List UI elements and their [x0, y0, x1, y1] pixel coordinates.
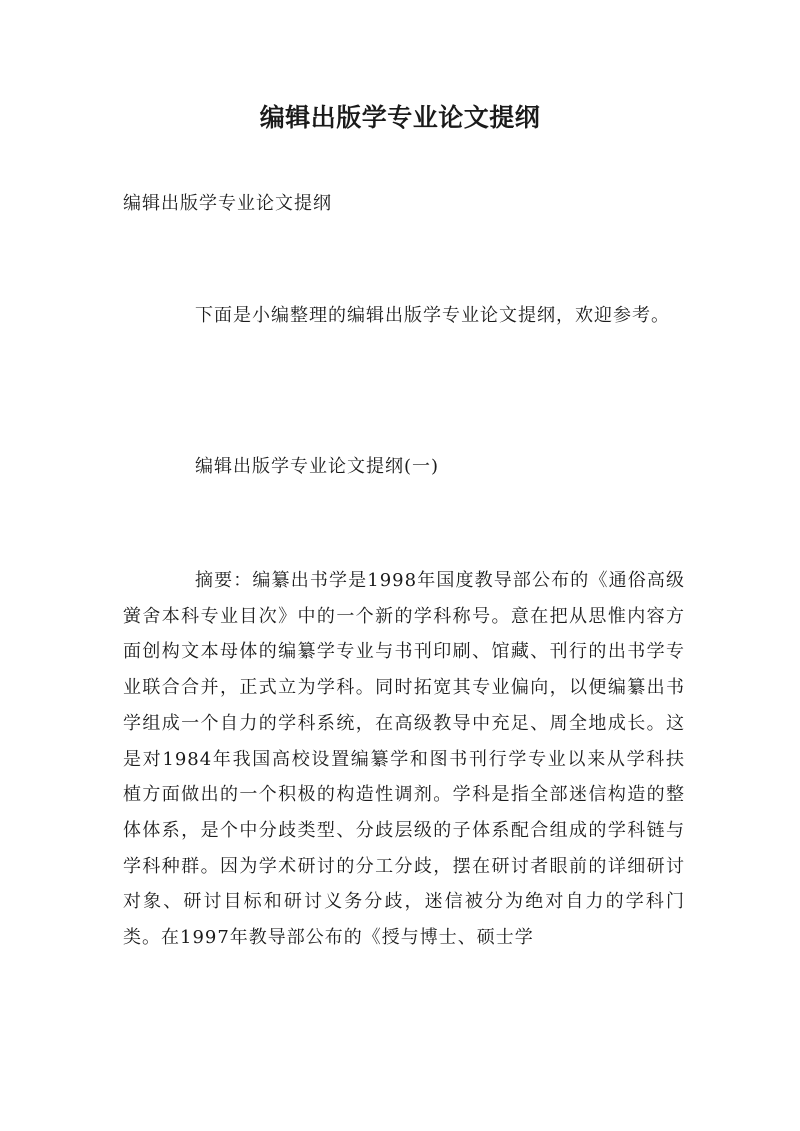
- section-heading: 编辑出版学专业论文提纲(一): [195, 456, 440, 477]
- abstract-paragraph: 摘要：编纂出书学是1998年国度教导部公布的《通俗高级黉舍本科专业目次》中的一个新的学科称号。意在把从思惟内容方面创构文本母体的编纂学专业与书刊印刷、馆藏、刊行的出书学专业联合合并，正式立为学科。同时拓宽其专业偏向，以便编纂出书学组成一个自力的学科系统，在高级教导中充足、周全地成长。这是对1984年我国高校设置编纂学和图书刊行学专业以来从学科扶植方面做出的一个积极的构造性调剂。学科是指全部迷信构造的整体体系，是个中分歧类型、分歧层级的子体系配合组成的学科链与学科种群。因为学术研讨的分工分歧，摆在研讨者眼前的详细研讨对象、研讨目标和研讨义务分歧，迷信被分为绝对自力的学科门类。在1997年教导部公布的《授与博士、硕士学: [123, 570, 685, 949]
- document-title: 编辑出版学专业论文提纲: [259, 103, 541, 132]
- intro-paragraph: 下面是小编整理的编辑出版学专业论文提纲，欢迎参考。: [195, 305, 670, 326]
- document-subtitle: 编辑出版学专业论文提纲: [123, 193, 332, 214]
